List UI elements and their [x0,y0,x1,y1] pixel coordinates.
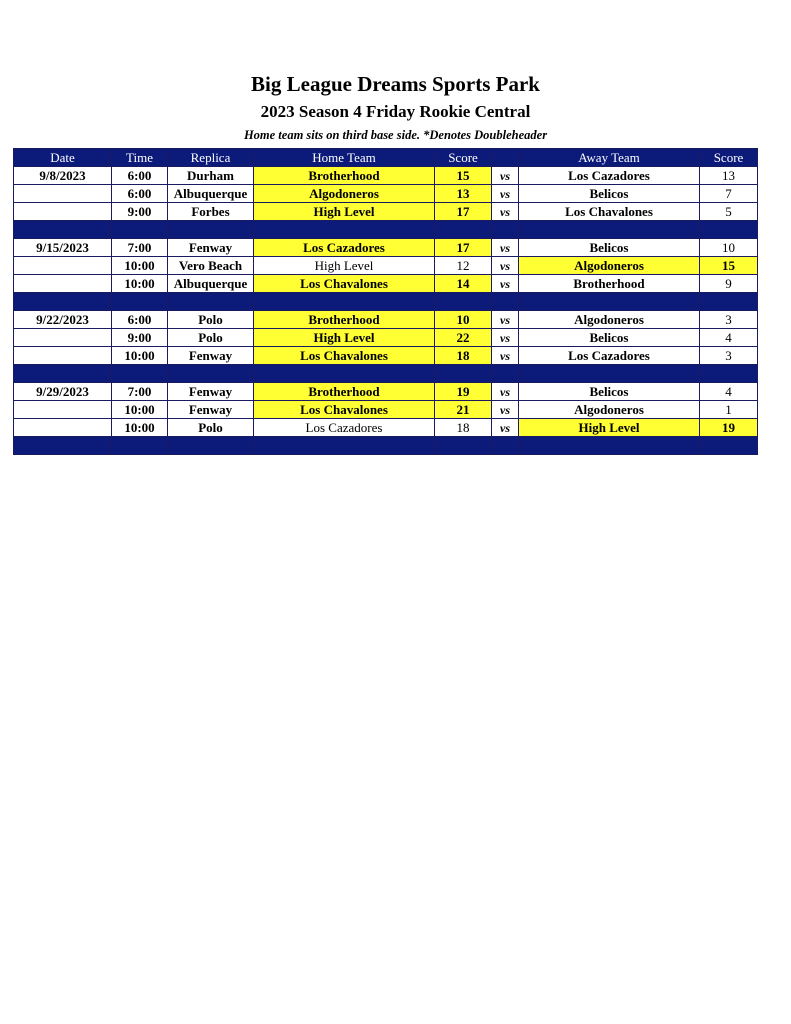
separator-cell [492,365,519,383]
separator-cell [254,221,435,239]
home-team-cell: Los Chavalones [254,275,435,293]
away-team-cell: Algodoneros [519,257,700,275]
col-away-team: Away Team [519,149,700,167]
time-cell: 7:00 [112,239,168,257]
separator-cell [14,365,112,383]
home-team-cell: Los Cazadores [254,419,435,437]
table-row [14,185,758,203]
away-team-cell: Algodoneros [519,311,700,329]
separator-cell [700,365,758,383]
col-date: Date [14,149,112,167]
vs-cell: vs [492,347,519,365]
week-separator-row [14,437,758,455]
away-score-cell: 4 [700,383,758,401]
away-score-cell: 1 [700,401,758,419]
vs-cell: vs [492,419,519,437]
home-team-cell: Brotherhood [254,311,435,329]
separator-cell [700,221,758,239]
table-row [14,203,758,221]
separator-cell [14,437,112,455]
away-team-cell: Belicos [519,383,700,401]
time-cell: 9:00 [112,203,168,221]
home-score-cell: 21 [435,401,492,419]
separator-cell [700,437,758,455]
date-cell [14,347,112,365]
col-time: Time [112,149,168,167]
separator-cell [519,437,700,455]
separator-cell [519,293,700,311]
page-note: Home team sits on third base side. *Denotes Doubleheader [243,128,548,142]
home-score-cell: 18 [435,347,492,365]
col-home-score: Score [435,149,492,167]
separator-cell [168,221,254,239]
away-team-cell: Belicos [519,185,700,203]
replica-cell: Fenway [168,383,254,401]
table-row [14,347,758,365]
away-score-cell: 4 [700,329,758,347]
home-score-cell: 17 [435,239,492,257]
vs-cell: vs [492,383,519,401]
table-row [14,311,758,329]
date-cell [14,401,112,419]
table-row [14,401,758,419]
time-cell: 10:00 [112,401,168,419]
week-separator-row [14,293,758,311]
away-score-cell: 9 [700,275,758,293]
home-team-cell: Brotherhood [254,383,435,401]
week-separator-row [14,365,758,383]
time-cell: 10:00 [112,275,168,293]
separator-cell [112,293,168,311]
vs-cell: vs [492,257,519,275]
home-score-cell: 14 [435,275,492,293]
separator-cell [492,221,519,239]
home-team-cell: Algodoneros [254,185,435,203]
table-row [14,275,758,293]
separator-cell [519,365,700,383]
away-team-cell: Brotherhood [519,275,700,293]
date-cell [14,329,112,347]
page-subtitle: 2023 Season 4 Friday Rookie Central [260,102,531,121]
away-team-cell: Los Cazadores [519,167,700,185]
date-cell: 9/29/2023 [14,383,112,401]
time-cell: 7:00 [112,383,168,401]
away-score-cell: 19 [700,419,758,437]
separator-cell [168,365,254,383]
date-cell: 9/8/2023 [14,167,112,185]
away-team-cell: High Level [519,419,700,437]
page-title: Big League Dreams Sports Park [251,72,540,96]
vs-cell: vs [492,275,519,293]
schedule-body [14,167,758,455]
replica-cell: Vero Beach [168,257,254,275]
separator-cell [112,437,168,455]
home-team-cell: Brotherhood [254,167,435,185]
away-team-cell: Belicos [519,329,700,347]
replica-cell: Fenway [168,401,254,419]
date-cell: 9/22/2023 [14,311,112,329]
replica-cell: Albuquerque [168,275,254,293]
separator-cell [435,365,492,383]
time-cell: 10:00 [112,347,168,365]
home-team-cell: Los Chavalones [254,347,435,365]
date-cell: 9/15/2023 [14,239,112,257]
table-row [14,239,758,257]
home-score-cell: 17 [435,203,492,221]
home-team-cell: High Level [254,329,435,347]
week-separator-row [14,221,758,239]
away-score-cell: 13 [700,167,758,185]
home-score-cell: 22 [435,329,492,347]
date-cell [14,257,112,275]
separator-cell [112,221,168,239]
replica-cell: Fenway [168,347,254,365]
vs-cell: vs [492,401,519,419]
away-team-cell: Algodoneros [519,401,700,419]
away-team-cell: Los Cazadores [519,347,700,365]
time-cell: 10:00 [112,419,168,437]
home-team-cell: High Level [254,203,435,221]
separator-cell [700,293,758,311]
home-score-cell: 12 [435,257,492,275]
separator-cell [112,365,168,383]
separator-cell [435,437,492,455]
time-cell: 6:00 [112,185,168,203]
home-team-cell: Los Cazadores [254,239,435,257]
home-score-cell: 10 [435,311,492,329]
home-score-cell: 18 [435,419,492,437]
table-row [14,383,758,401]
home-score-cell: 19 [435,383,492,401]
table-row [14,167,758,185]
away-score-cell: 15 [700,257,758,275]
separator-cell [254,437,435,455]
replica-cell: Polo [168,329,254,347]
separator-cell [492,437,519,455]
vs-cell: vs [492,239,519,257]
replica-cell: Albuquerque [168,185,254,203]
separator-cell [519,221,700,239]
schedule-table [13,148,758,455]
home-team-cell: High Level [254,257,435,275]
away-score-cell: 3 [700,311,758,329]
separator-cell [168,437,254,455]
home-team-cell: Los Chavalones [254,401,435,419]
header-row [14,149,758,167]
time-cell: 10:00 [112,257,168,275]
away-team-cell: Los Chavalones [519,203,700,221]
table-row [14,419,758,437]
replica-cell: Durham [168,167,254,185]
separator-cell [492,293,519,311]
vs-cell: vs [492,329,519,347]
away-score-cell: 10 [700,239,758,257]
time-cell: 6:00 [112,167,168,185]
away-team-cell: Belicos [519,239,700,257]
col-away-score: Score [700,149,758,167]
replica-cell: Polo [168,419,254,437]
vs-cell: vs [492,185,519,203]
home-score-cell: 15 [435,167,492,185]
table-row [14,329,758,347]
time-cell: 6:00 [112,311,168,329]
date-cell [14,185,112,203]
col-vs [492,149,519,167]
replica-cell: Fenway [168,239,254,257]
date-cell [14,419,112,437]
separator-cell [254,293,435,311]
away-score-cell: 5 [700,203,758,221]
schedule-header [14,149,758,167]
separator-cell [14,293,112,311]
vs-cell: vs [492,203,519,221]
time-cell: 9:00 [112,329,168,347]
vs-cell: vs [492,167,519,185]
date-cell [14,203,112,221]
separator-cell [435,221,492,239]
table-row [14,257,758,275]
col-home-team: Home Team [254,149,435,167]
separator-cell [14,221,112,239]
replica-cell: Forbes [168,203,254,221]
date-cell [14,275,112,293]
separator-cell [435,293,492,311]
separator-cell [168,293,254,311]
vs-cell: vs [492,311,519,329]
away-score-cell: 3 [700,347,758,365]
replica-cell: Polo [168,311,254,329]
home-score-cell: 13 [435,185,492,203]
away-score-cell: 7 [700,185,758,203]
col-replica: Replica [168,149,254,167]
separator-cell [254,365,435,383]
